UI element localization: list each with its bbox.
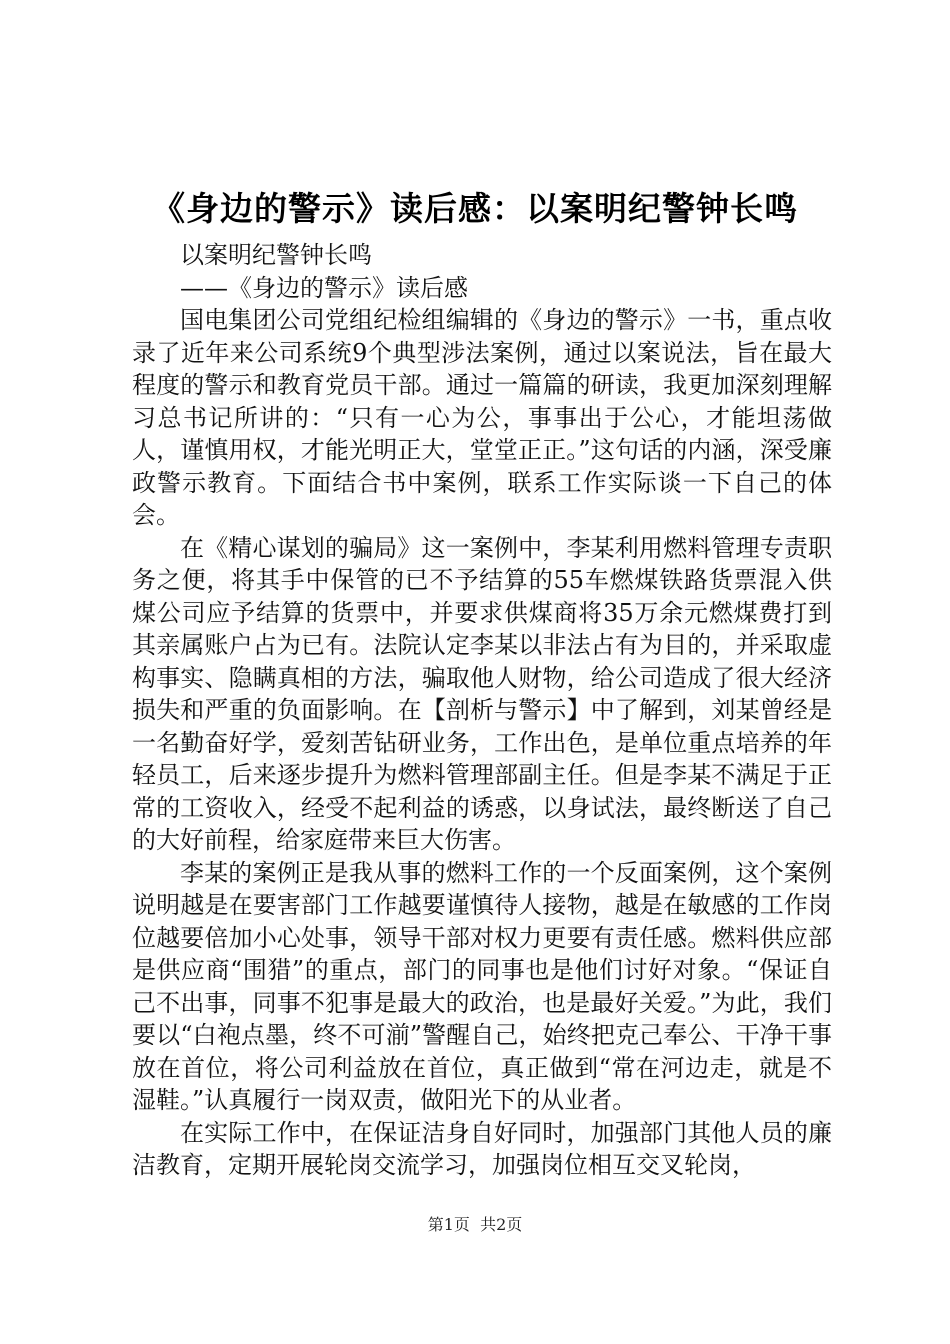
body-paragraph-4: 在实际工作中，在保证洁身自好同时，加强部门其他人员的廉洁教育，定期开展轮岗交流学习，加强岗位相互交叉轮岗， <box>132 1118 832 1179</box>
body-paragraph-2: 在《精心谋划的骗局》这一案例中，李某利用燃料管理专责职务之便，将其手中保管的已不予结算的55车燃煤铁路货票混入供煤公司应予结算的货票中，并要求供煤商将35万余元燃煤费打到其亲属账户占为已有。法院认定李某以非法占有为目的，并采取虚构事实、隐瞒真相的方法，骗取他人财物，给公司造成了很大经济损失和严重的负面影响。在【剖析与警示】中了解到，刘某曾经是一名勤奋好学，爱刻苦钻研业务，工作出色，是单位重点培养的年轻员工，后来逐步提升为燃料管理部副主任。但是李某不满足于正常的工资收入，经受不起利益的诱惑，以身试法，最终断送了自己的大好前程，给家庭带来巨大伤害。 <box>132 533 832 854</box>
body-paragraph-1: 国电集团公司党组纪检组编辑的《身边的警示》一书，重点收录了近年来公司系统9个典型涉法案例，通过以案说法，旨在最大程度的警示和教育党员干部。通过一篇篇的研读，我更加深刻理解习总书记所讲的：“只有一心为公，事事出于公心，才能坦荡做人，谨慎用权，才能光明正大，堂堂正正。”这句话的内涵，深受廉政警示教育。下面结合书中案例，联系工作实际谈一下自己的体会。 <box>132 306 832 529</box>
document-body <box>132 239 832 1182</box>
body-paragraph-3: 李某的案例正是我从事的燃料工作的一个反面案例，这个案例说明越是在要害部门工作越要谨慎待人接物，越是在敏感的工作岗位越要倍加小心处事，领导干部对权力更要有责任感。燃料供应部是供应商“围猎”的重点，部门的同事也是他们讨好对象。“保证自己不出事，同事不犯事是最大的政治，也是最好关爱。”为此，我们要以“白袍点墨，终不可湔”警醒自己，始终把克己奉公、干净干事放在首位，将公司利益放在首位，真正做到“常在河边走，就是不湿鞋。”认真履行一岗双责，做阳光下的从业者。 <box>132 858 832 1114</box>
page-number-label: 第1页 共2页 <box>427 1215 523 1234</box>
subtitle-line-1: 以案明纪警钟长鸣 <box>180 241 372 269</box>
subtitle-line-2: ——《身边的警示》读后感 <box>180 273 468 302</box>
document-title: 《身边的警示》读后感：以案明纪警钟长鸣 <box>152 189 798 228</box>
page-footer <box>0 1214 950 1236</box>
